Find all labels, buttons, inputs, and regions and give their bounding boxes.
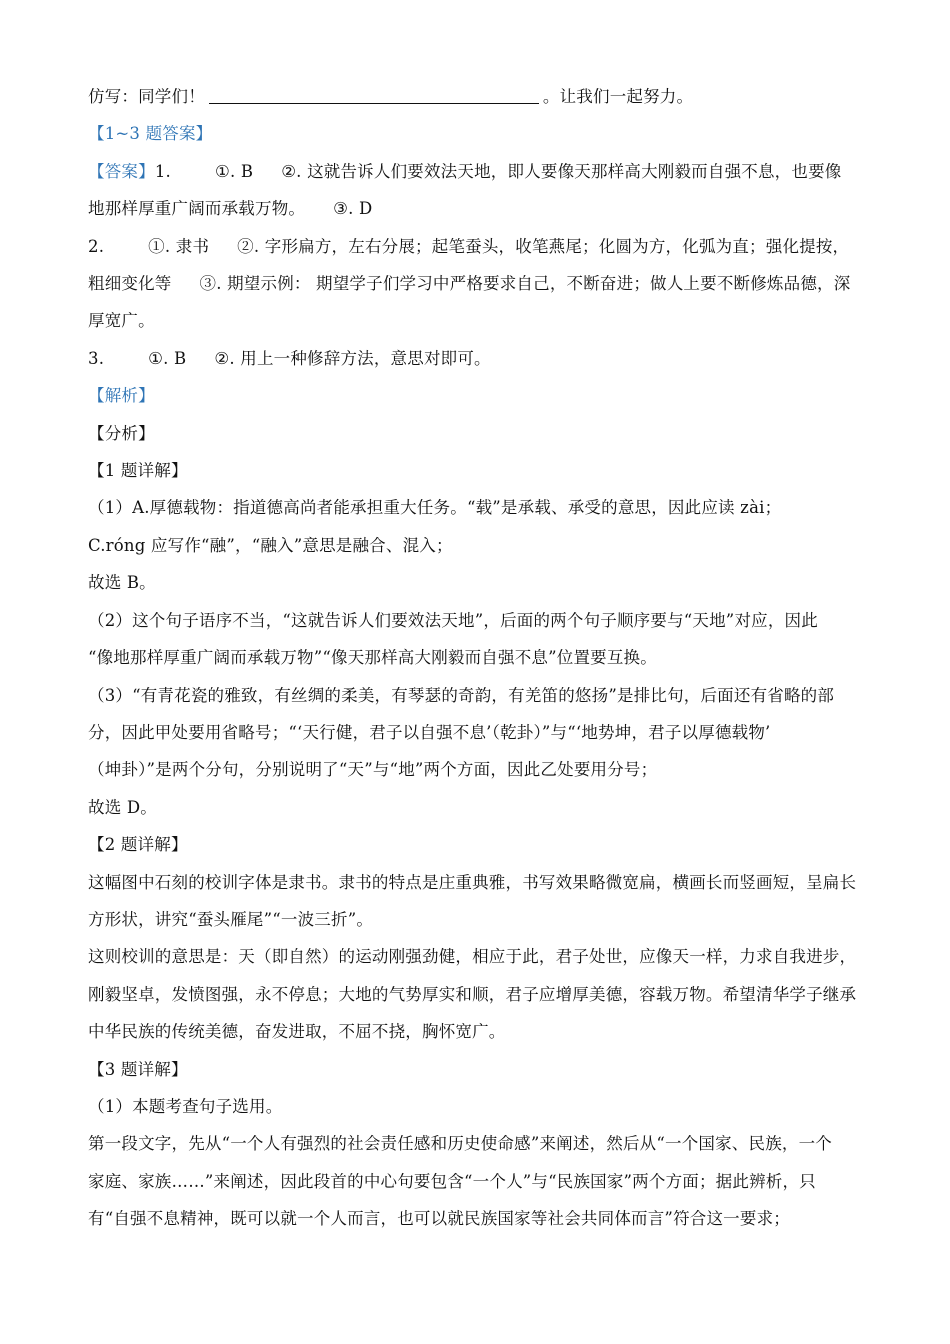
q2-detail-line-1: 这幅图中石刻的校训字体是隶书。隶书的特点是庄重典雅，书写效果略微宽扁，横画长而竖画短，呈扁长	[88, 872, 857, 892]
q1-detail-line-5: “像地那样厚重广阔而承载万物”“像天那样高大刚毅而自强不息”位置要互换。	[88, 648, 657, 668]
q2-detail-line-4: 刚毅坚卓，发愤图强，永不停息；大地的气势厚实和顺，君子应增厚美德，容载万物。希望清华学子继承	[88, 984, 857, 1004]
answer-1-line-2	[88, 190, 868, 227]
q2-detail-line-5: 中华民族的传统美德，奋发进取，不屈不挠，胸怀宽广。	[88, 1022, 506, 1042]
answer-3-number: 3.	[88, 348, 105, 368]
q3-detail-line-4: 有“自强不息精神，既可以就一个人而言，也可以就民族国家等社会共同体而言”符合这一要求；	[88, 1209, 790, 1229]
answer-2-number: 2.	[88, 236, 105, 256]
answer-1-part-b: ②. 这就告诉人们要效法天地，即人要像天那样高大刚毅而自强不息，也要像	[281, 161, 842, 181]
answer-2-line-3: 厚宽广。	[88, 311, 155, 331]
document-page	[88, 78, 868, 1238]
analysis-heading: 【解析】	[88, 386, 155, 406]
q3-detail-line-2: 第一段文字，先从“一个人有强烈的社会责任感和历史使命感”来阐述，然后从“一个国家、民族，一个	[88, 1134, 833, 1154]
q1-detail-heading: 【1 题详解】	[88, 461, 188, 481]
answer-1-part-b-cont: 地那样厚重广阔而承载万物。	[88, 199, 306, 219]
q3-detail-line-3: 家庭、家族……”来阐述，因此段首的中心句要包含“一个人”与“民族国家”两个方面；据此辨析，只	[88, 1171, 816, 1191]
answer-section-heading: 【1~3 题答案】	[88, 124, 213, 144]
q2-detail-line-2: 方形状，讲究“蚕头雁尾”“一波三折”。	[88, 909, 374, 929]
answer-3-line	[88, 340, 868, 377]
q3-detail-heading: 【3 题详解】	[88, 1059, 188, 1079]
answer-2-line-2	[88, 265, 868, 302]
answer-1-line-1	[88, 153, 868, 190]
q1-detail-line-2: C.róng 应写作“融”，“融入”意思是融合、混入；	[88, 535, 453, 555]
q2-detail-heading: 【2 题详解】	[88, 835, 188, 855]
fill-in-blank	[209, 85, 539, 104]
answer-2-part-b: ②. 字形扁方，左右分展；起笔蚕头，收笔燕尾；化圆为方，化弧为直；强化提按，	[237, 236, 850, 256]
q1-detail-line-6: （3）“有青花瓷的雅致，有丝绸的柔美，有琴瑟的奇韵，有羌笛的悠扬”是排比句，后面还有省略的部	[88, 685, 835, 705]
imitation-suffix: 。让我们一起努力。	[542, 87, 694, 106]
q3-detail-line-1: （1）本题考查句子选用。	[88, 1096, 283, 1116]
answer-2-part-c: ③. 期望示例： 期望学子们学习中严格要求自己，不断奋进；做人上要不断修炼品德，深	[199, 274, 851, 294]
answer-3-part-b: ②. 用上一种修辞方法，意思对即可。	[214, 348, 491, 368]
answer-2-part-b-cont: 粗细变化等	[88, 274, 172, 294]
imitation-writing-line	[88, 78, 868, 115]
q1-detail-line-4: （2）这个句子语序不当，“这就告诉人们要效法天地”，后面的两个句子顺序要与“天地”对应，因此	[88, 610, 818, 630]
q1-detail-line-7: 分，因此甲处要用省略号；“‘天行健，君子以自强不息’（乾卦）”与“‘地势坤，君子以厚德载物’	[88, 722, 771, 742]
q1-detail-line-1: （1）A.厚德载物：指道德高尚者能承担重大任务。“载”是承载、承受的意思，因此应读 zài；	[88, 498, 782, 518]
q2-detail-line-3: 这则校训的意思是：天（即自然）的运动刚强劲健，相应于此，君子处世，应像天一样，力求自我进步，	[88, 947, 857, 967]
answer-1-part-c: ③. D	[333, 199, 373, 219]
imitation-prefix: 仿写：同学们！	[88, 87, 205, 106]
answer-1-part-a: ①. B	[214, 161, 254, 181]
answer-tag: 【答案】	[88, 161, 155, 181]
q1-detail-line-3: 故选 B。	[88, 573, 156, 593]
analysis-subheading: 【分析】	[88, 423, 155, 443]
q1-detail-line-8: （坤卦）”是两个分句，分别说明了“天”与“地”两个方面，因此乙处要用分号；	[88, 760, 658, 780]
answer-2-part-a: ①. 隶书	[148, 236, 210, 256]
answer-2-line-1	[88, 228, 868, 265]
answer-3-part-a: ①. B	[148, 348, 187, 368]
q1-detail-line-9: 故选 D。	[88, 797, 157, 817]
answer-1-number: 1.	[154, 161, 171, 181]
